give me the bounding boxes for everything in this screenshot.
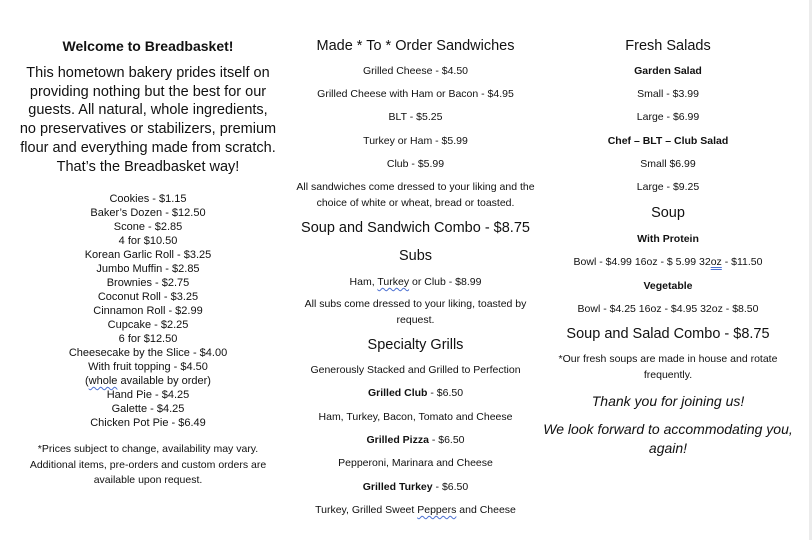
grilled-turkey-desc: Turkey, Grilled Sweet Peppers and Cheese: [315, 504, 516, 516]
intro-line: That’s the Breadbasket way!: [56, 158, 240, 175]
soup-note: *Our fresh soups are made in house and rotate frequently.: [558, 353, 778, 381]
with-protein: With Protein: [637, 233, 699, 245]
welcome-title: Welcome to Breadbasket!: [62, 38, 234, 54]
list-item: Chicken Pot Pie - $6.49: [90, 417, 206, 429]
thanks-line: Thank you for joining us!: [591, 393, 745, 409]
grilled-pizza-desc: Pepperoni, Marinara and Cheese: [338, 457, 493, 469]
list-item: Hand Pie - $4.25: [106, 389, 190, 401]
chef-small: Small $6.99: [640, 158, 696, 170]
chef-large: Large - $9.25: [636, 181, 700, 193]
list-item: Korean Garlic Roll - $3.25: [84, 249, 212, 261]
grills-tagline: Generously Stacked and Grilled to Perfection: [310, 364, 521, 376]
soup-salad-combo: Soup and Salad Combo - $8.75: [566, 326, 770, 342]
intro-line: no preservatives or stabilizers, premium: [19, 121, 277, 138]
list-item: 6 for $12.50: [118, 333, 178, 345]
spellcheck-word: oz: [710, 256, 722, 268]
spellcheck-word: whole: [88, 375, 118, 387]
dressed-note: All sandwiches come dressed to your liking and the choice of white or wheat, bread or toasted.: [296, 181, 535, 209]
intro-paragraph: [8, 64, 288, 176]
grilled-club: Grilled Club - $6.50: [367, 387, 464, 399]
list-item: Coconut Roll - $3.25: [97, 291, 199, 303]
bakery-item-list: [8, 192, 288, 430]
grilled-club-desc: Ham, Turkey, Bacon, Tomato and Cheese: [318, 411, 513, 423]
list-item: 4 for $10.50: [118, 235, 178, 247]
list-item: Cheesecake by the Slice - $4.00: [68, 347, 228, 359]
protein-prices: Bowl - $4.99 16oz - $ 5.99 32oz - $11.50: [573, 256, 763, 268]
menu-item: Club - $5.99: [386, 158, 445, 170]
garden-salad: Garden Salad: [634, 65, 702, 77]
list-item: Jumbo Muffin - $2.85: [96, 263, 200, 275]
list-item: Galette - $4.25: [111, 403, 185, 415]
garden-small: Small - $3.99: [637, 88, 699, 100]
list-item-whole: (whole available by order): [85, 375, 211, 387]
grills-title: Specialty Grills: [367, 337, 464, 353]
soup-sandwich-combo: Soup and Sandwich Combo - $8.75: [301, 220, 530, 236]
menu-item: Turkey or Ham - $5.99: [363, 135, 468, 147]
subs-title: Subs: [398, 248, 433, 264]
soup-title: Soup: [651, 205, 685, 221]
grilled-pizza: Grilled Pizza - $6.50: [366, 434, 465, 446]
subs-note: All subs come dressed to your liking, toasted by request.: [304, 298, 527, 326]
list-item: With fruit topping - $4.50: [88, 361, 208, 373]
forward-line: We look forward to accommodating you, again!: [543, 421, 793, 456]
vegetable-prices: Bowl - $4.25 16oz - $4.95 32oz - $8.50: [577, 303, 759, 315]
list-item: Baker’s Dozen - $12.50: [90, 207, 206, 219]
grilled-turkey: Grilled Turkey - $6.50: [362, 481, 469, 493]
salads-title: Fresh Salads: [625, 38, 711, 54]
list-item: Brownies - $2.75: [106, 277, 190, 289]
subs-item: Ham, Turkey or Club - $8.99: [349, 276, 482, 288]
list-item: Cookies - $1.15: [109, 193, 187, 205]
intro-line: This hometown bakery prides itself on: [26, 65, 270, 81]
garden-large: Large - $6.99: [636, 111, 700, 123]
spellcheck-word: Peppers: [417, 504, 457, 516]
intro-line: guests. All natural, whole ingredients,: [28, 102, 268, 119]
price-note: *Prices subject to change, availability may vary. Additional items, pre-orders and custom orders are available upon request.: [29, 443, 267, 486]
spellcheck-word: Turkey: [377, 276, 410, 288]
intro-line: flour and everything made from scratch.: [20, 139, 276, 156]
list-item: Cinnamon Roll - $2.99: [93, 305, 203, 317]
vegetable: Vegetable: [643, 280, 693, 292]
list-item: Cupcake - $2.25: [107, 319, 189, 331]
menu-item: Grilled Cheese with Ham or Bacon - $4.95: [317, 88, 514, 100]
sandwiches-title: Made * To * Order Sandwiches: [316, 38, 515, 54]
menu-item: BLT - $5.25: [388, 111, 443, 123]
menu-item: Grilled Cheese - $4.50: [362, 65, 469, 77]
intro-line: providing nothing but the best for our: [29, 83, 267, 100]
list-item: Scone - $2.85: [113, 221, 183, 233]
chef-salad: Chef – BLT – Club Salad: [607, 135, 729, 147]
